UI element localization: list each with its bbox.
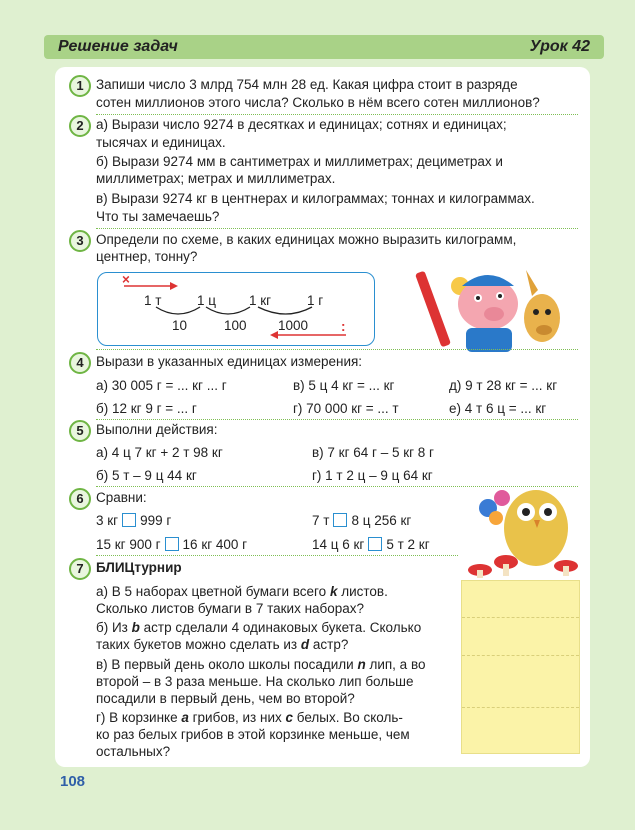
task7-c-line3: посадили в первый день, чем во второй?: [96, 691, 355, 706]
task7-a-line1: [96, 583, 388, 600]
unit-gram: 1 г: [307, 293, 324, 308]
text: астр?: [309, 637, 349, 652]
task7-b-line1: [96, 619, 421, 636]
task4-e: е) 4 т 6 ц = ... кг: [449, 401, 547, 416]
task1-line2: сотен миллионов этого числа? Сколько в нём всего сотен миллионов?: [96, 95, 540, 110]
unit-ton: 1 т: [144, 293, 162, 308]
section-title: Решение задач: [58, 38, 178, 55]
scheme-arc-1: [156, 307, 200, 314]
task7-title-bold: БЛИЦ: [96, 560, 135, 575]
pig-cap: [462, 275, 514, 286]
compare-row1-left: [96, 512, 171, 529]
compare-right-b: 8 ц 256 кг: [351, 513, 412, 528]
flower: [494, 490, 510, 506]
task-number-5: 5: [69, 420, 91, 442]
task-number-3: 3: [69, 230, 91, 252]
factor-1000: 1000: [278, 318, 309, 333]
task5-title: Выполни действия:: [96, 422, 218, 437]
answer-divider: [462, 655, 579, 656]
task2-a-line1: а) Вырази число 9274 в десятках и единицах; сотнях и единицах;: [96, 117, 507, 132]
task4-g: г) 70 000 кг = ... т: [293, 401, 399, 416]
compare-box[interactable]: [165, 537, 179, 551]
flower: [489, 511, 503, 525]
task-number-7: 7: [69, 558, 91, 580]
task2-c-line2: Что ты замечаешь?: [96, 209, 220, 224]
task7-title-rest: турнир: [134, 560, 182, 575]
divide-sign: :: [341, 319, 346, 334]
owl-with-flowers-illustration: [466, 474, 584, 578]
task-number-2: 2: [69, 115, 91, 137]
scheme-drawing: [98, 273, 374, 345]
text: г) В корзинке: [96, 710, 182, 725]
task4-v: в) 5 ц 4 кг = ... кг: [293, 378, 395, 393]
variable-b: b: [131, 620, 140, 635]
task5-g: г) 1 т 2 ц – 9 ц 64 кг: [312, 468, 433, 483]
factor-10: 10: [172, 318, 188, 333]
variable-k: k: [329, 584, 338, 599]
task-number-6: 6: [69, 488, 91, 510]
compare-left-b: 16 кг 400 г: [182, 537, 248, 552]
pig-and-llama-illustration: [410, 262, 568, 354]
task5-a: а) 4 ц 7 кг + 2 т 98 кг: [96, 445, 223, 460]
task-number-4: 4: [69, 352, 91, 374]
task2-a-line2: тысячах и единицах.: [96, 135, 226, 150]
task2-b-line2: миллиметрах; метрах и миллиметрах.: [96, 171, 336, 186]
text: б) Из: [96, 620, 132, 635]
task7-title: [96, 559, 182, 576]
variable-n: n: [357, 657, 366, 672]
answer-divider: [462, 617, 579, 618]
task4-d: д) 9 т 28 кг = ... кг: [449, 378, 558, 393]
compare-box[interactable]: [333, 513, 347, 527]
compare-left-a: 15 кг 900 г: [96, 537, 161, 552]
task6-title: Сравни:: [96, 490, 147, 505]
factor-100: 100: [224, 318, 247, 333]
task7-c-line1: [96, 656, 425, 673]
text: астр сделали 4 одинаковых букета. Сколько: [139, 620, 422, 635]
divider: [96, 349, 578, 350]
llama-ear: [526, 270, 538, 296]
unit-centner: 1 ц: [197, 293, 216, 308]
compare-right-a: 14 ц 6 кг: [312, 537, 365, 552]
compare-box[interactable]: [368, 537, 382, 551]
compare-box[interactable]: [122, 513, 136, 527]
task5-v: в) 7 кг 64 г – 5 кг 8 г: [312, 445, 434, 460]
compare-right-b: 5 т 2 кг: [386, 537, 430, 552]
text: таких букетов можно сделать из: [96, 637, 301, 652]
task2-b-line1: б) Вырази 9274 мм в сантиметрах и миллиметрах; дециметрах и: [96, 154, 503, 169]
text: в) В первый день около школы посадили: [96, 657, 358, 672]
text: а) В 5 наборах цветной бумаги всего: [96, 584, 330, 599]
task7-d-line3: остальных?: [96, 744, 171, 759]
pencil: [415, 271, 451, 348]
unit-scheme: [97, 272, 375, 346]
compare-row2-left: [96, 536, 247, 553]
divider: [96, 419, 578, 420]
task5-b: б) 5 т – 9 ц 44 кг: [96, 468, 197, 483]
compare-row1-right: [312, 512, 411, 529]
task7-a-line2: Сколько листов бумаги в 7 таких наборах?: [96, 601, 365, 616]
compare-row2-right: [312, 536, 430, 553]
task7-d-line1: [96, 709, 403, 726]
task3-line2: центнер, тонну?: [96, 249, 198, 264]
task4-title: Вырази в указанных единицах измерения:: [96, 354, 363, 369]
multiply-arrow-head: [170, 282, 178, 290]
divider: [96, 114, 578, 115]
compare-left-b: 999 г: [140, 513, 172, 528]
variable-d: d: [300, 637, 310, 652]
compare-right-a: 7 т: [312, 513, 330, 528]
divider: [96, 228, 578, 229]
answer-divider: [462, 707, 579, 708]
task7-b-line2: [96, 636, 348, 653]
owl-body: [504, 490, 568, 566]
task3-line1: Определи по схеме, в каких единицах можно выразить килограмм,: [96, 232, 517, 247]
multiply-sign: ×: [122, 272, 130, 287]
lesson-number: Урок 42: [529, 38, 590, 55]
unit-kilogram: 1 кг: [249, 293, 272, 308]
task-number-1: 1: [69, 75, 91, 97]
answer-area[interactable]: [461, 580, 580, 754]
text: листов.: [337, 584, 388, 599]
text: лип, а во: [365, 657, 426, 672]
page-number: 108: [60, 773, 86, 790]
lesson-header: [44, 35, 604, 59]
task4-a: а) 30 005 г = ... кг ... г: [96, 378, 227, 393]
text: грибов, из них: [188, 710, 286, 725]
divide-arrow-head: [270, 331, 278, 339]
text: белых. Во сколь-: [293, 710, 403, 725]
variable-c: c: [285, 710, 294, 725]
compare-left-a: 3 кг: [96, 513, 119, 528]
pig-snout: [484, 307, 504, 321]
divider: [96, 555, 458, 556]
task2-c-line1: в) Вырази 9274 кг в центнерах и килограммах; тоннах и килограммах.: [96, 191, 535, 206]
task7-c-line2: второй – в 3 раза меньше. На сколько лип больше: [96, 674, 414, 689]
task1-line1: Запиши число 3 млрд 754 млн 28 ед. Какая цифра стоит в разряде: [96, 77, 518, 92]
task4-b: б) 12 кг 9 г = ... г: [96, 401, 197, 416]
variable-a: a: [181, 710, 189, 725]
task7-d-line2: ко раз белых грибов в этой корзинке меньше, чем: [96, 727, 410, 742]
